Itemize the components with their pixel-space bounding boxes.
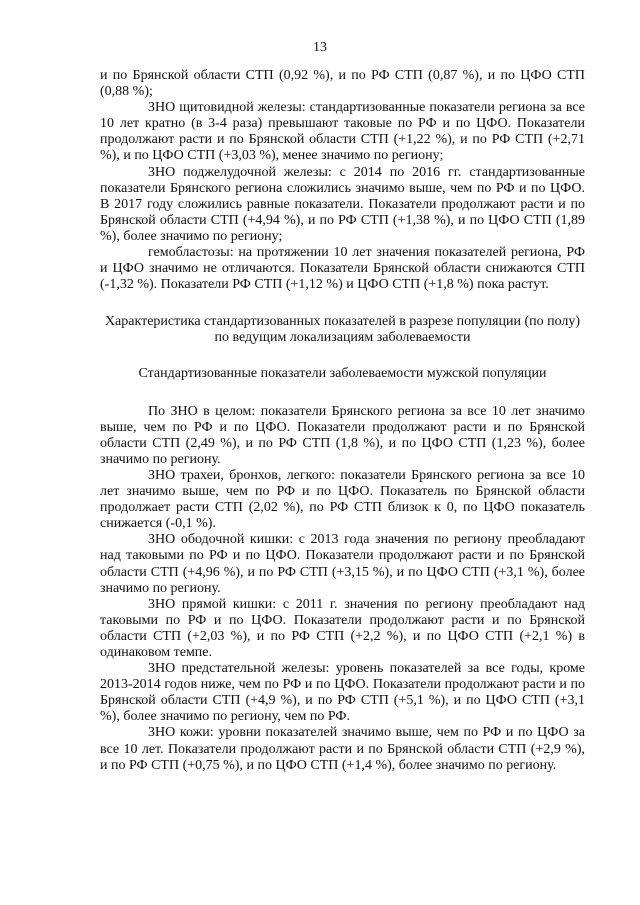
paragraph-hemoblastoses: гемобластозы: на протяжении 10 лет значения показателей региона, РФ и ЦФО значимо не отличаются. Показатели Брянской области снижаются СТП (-1,32 %). Показатели РФ СТП (+1,12 %) и ЦФО СТП (+1,8 %) пока растут. <box>100 245 585 293</box>
paragraph-bryansk-continuation: и по Брянской области СТП (0,92 %), и по РФ СТП (0,87 %), и по ЦФО СТП (0,88 %); <box>100 68 585 100</box>
document-body <box>100 68 585 774</box>
paragraph-zno-total: По ЗНО в целом: показатели Брянского региона за все 10 лет значимо выше, чем по РФ и по ЦФО. Показатели продолжают расти и по Брянской области СТП (2,49 %), и по РФ СТП (1,8 %), и по ЦФО СТП (1,23 %), более значимо по региону. <box>100 403 585 467</box>
paragraph-thyroid: ЗНО щитовидной железы: стандартизованные показатели региона за все 10 лет кратно (в 3-4 раза) превышают таковые по РФ и по ЦФО. Показатели продолжают расти и по Брянской области СТП (+1,22 %), и по РФ СТП (+2,71 %), и по ЦФО СТП (+3,03 %), менее значимо по региону; <box>100 100 585 164</box>
paragraph-pancreas: ЗНО поджелудочной железы: с 2014 по 2016 гг. стандартизованные показатели Брянского региона сложились значимо выше, чем по РФ и по ЦФО. В 2017 году сложились равные показатели. Показатели продолжают расти и по Брянской области СТП (+4,94 %), и по РФ СТП (+1,38 %), и по ЦФО СТП (1,89 %), более значимо по региону; <box>100 164 585 244</box>
paragraph-lung: ЗНО трахеи, бронхов, легкого: показатели Брянского региона за все 10 лет значимо выше, чем по РФ и по ЦФО. Показатель по Брянской области продолжает расти СТП (2,02 %), по РФ СТП близок к 0, по ЦФО показатель снижается (-0,1 %). <box>100 467 585 532</box>
paragraph-skin: ЗНО кожи: уровни показателей значимо выше, чем по РФ и по ЦФО за все 10 лет. Показатели продолжают расти и по Брянской области СТП (+2,9 %), и по РФ СТП (+0,75 %), и по ЦФО СТП (+1,4 %), более значимо по региону. <box>100 725 585 773</box>
paragraph-rectum: ЗНО прямой кишки: с 2011 г. значения по региону преобладают над таковыми по РФ и по ЦФО. Показатели продолжают расти и по Брянской области СТП (+2,03 %), и по РФ СТП (+2,2 %), и по ЦФО СТП (+2,1 %) в одинаковом темпе. <box>100 596 585 660</box>
section-heading: Характеристика стандартизованных показателей в разрезе популяции (по полу) по ведущим локализациям заболеваемости <box>104 314 581 346</box>
paragraph-colon: ЗНО ободочной кишки: с 2013 года значения по региону преобладают над таковыми по РФ и по ЦФО. Показатели продолжают расти и по Брянской области СТП (+4,96 %), и по РФ СТП (+3,15 %), и по ЦФО СТП (+3,1 %), более значимо по региону. <box>100 532 585 596</box>
subsection-heading: Стандартизованные показатели заболеваемости мужской популяции <box>138 365 547 381</box>
page-number: 13 <box>313 40 327 55</box>
paragraph-prostate: ЗНО предстательной железы: уровень показателей за все годы, кроме 2013-2014 годов ниже, чем по РФ и по ЦФО. Показатели продолжают расти и по Брянской области СТП (+4,9 %), и по РФ СТП (+5,1 %), и по ЦФО СТП (+3,1 %), более значимо по региону, чем по РФ. <box>100 661 585 725</box>
